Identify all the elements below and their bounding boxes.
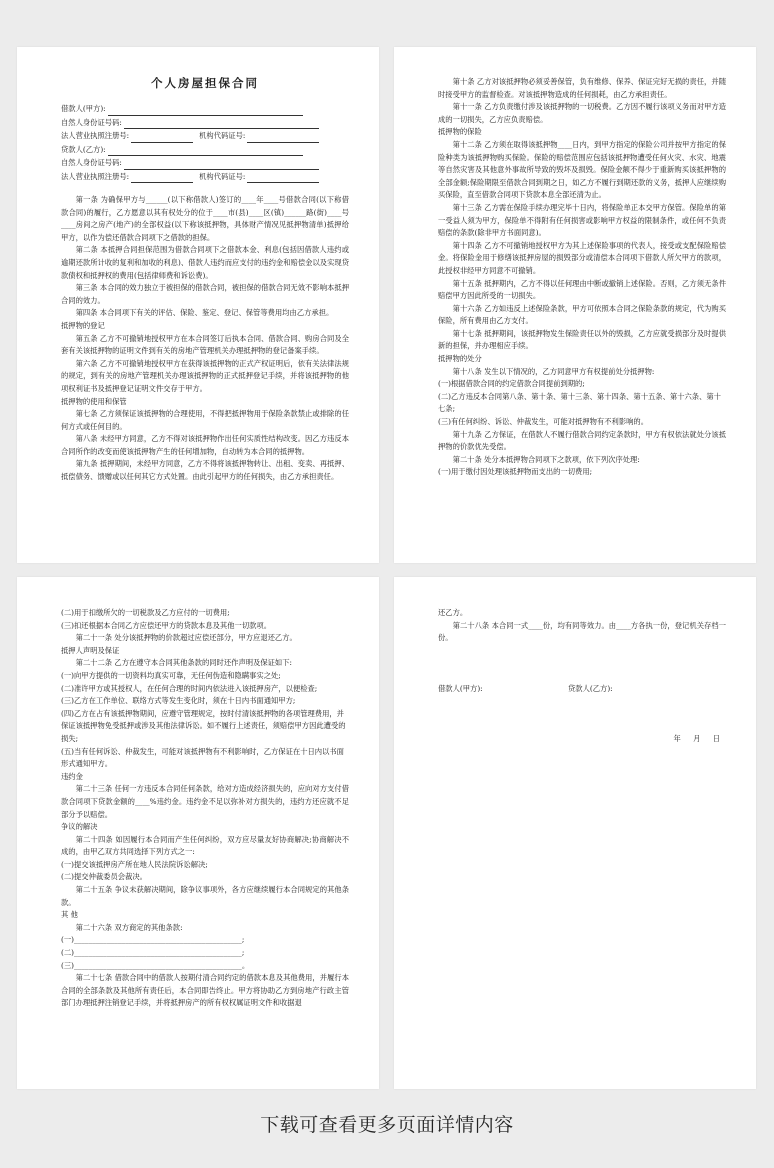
- clause-paragraph: 第十四条 乙方不可撤销地授权甲方为其上述保险事项的代表人，接受或支配保险赔偿金。将保险金用于修缮该抵押房屋的损毁部分或清偿本合同项下借款人所欠甲方的款项，此授权非经甲方同意不可撤销。: [438, 240, 726, 275]
- party-field-label: 贷款人(乙方):: [61, 144, 106, 154]
- fill-in-blank[interactable]: [131, 173, 193, 183]
- section-heading: 争议的解决: [61, 822, 98, 832]
- clause-paragraph: 第五条 乙方不可撤销地授权甲方在本合同签订后执本合同、借款合同、购房合同及全套有关该抵押物的证明文件到有关的房地产管理机关办理抵押物的登记备案手续。: [61, 333, 349, 356]
- clause-paragraph: (一)向甲方提供的一切资料均真实可靠，无任何伪造和隐瞒事实之处;: [61, 670, 281, 680]
- fill-in-blank[interactable]: [247, 173, 319, 183]
- party-field-row: [61, 130, 349, 144]
- clause-paragraph: 第十二条 乙方须在取得该抵押物____日内，到甲方指定的保险公司并按甲方指定的保险种类为该抵押物购买保险。保险的赔偿范围应包括该抵押物遭受任何火灾、水灾、地震等自然灾害及其他意外事故所导致的毁坏及损毁。保险金额不得少于重新购买该抵押物的全部金额;保险期限至借款合同到期之日，如乙方不履行到期还款的义务，抵押人应继续购买保险，直至借款合同项下贷款本息全部还清为止。: [438, 139, 726, 200]
- page-3-body: [61, 607, 349, 1010]
- clause-paragraph: 还乙方。: [438, 608, 468, 617]
- clause-paragraph: 第九条 抵押期间，未经甲方同意，乙方不得将该抵押物转让、出租、变卖、再抵押、抵偿债务、馈赠或以任何其它方式处置。由此引起甲方的任何损失，由乙方承担责任。: [61, 459, 349, 482]
- party-field-row: [61, 103, 349, 117]
- clause-paragraph: 第二十八条 本合同一式____份，均有同等效力。由____方各执一份，登记机关存档一份。: [438, 620, 726, 643]
- section-heading: 抵押物的保险: [438, 127, 482, 137]
- party-field-label: 法人营业执照注册号:: [61, 131, 130, 140]
- fill-in-blank[interactable]: [108, 106, 303, 116]
- signature-date: 年 月 日: [673, 734, 720, 744]
- fill-in-blank[interactable]: [131, 133, 193, 143]
- document-page-2: [394, 47, 756, 563]
- section-heading: 抵押物的使用和保管: [61, 396, 127, 406]
- clause-paragraph: 第二十四条 如因履行本合同而产生任何纠纷，双方应尽量友好协商解决;协商解决不成的，由甲乙双方共同选择下列方式之一:: [61, 834, 349, 857]
- party-field-label: 自然人身份证号码:: [61, 158, 122, 167]
- clause-paragraph: (二)准许甲方或其授权人，在任何合理的时间内依法进入该抵押房产，以便检查;: [61, 683, 318, 693]
- document-page-3: [17, 577, 379, 1089]
- clause-paragraph: 第一条 为确保甲方与______(以下称借款人)签订的____年____号借款合同(以下称借款合同)的履行，乙方愿意以其有权处分的位于____市(县)____区(镇)______路(街)____号____房间之房产(地产)的全部权益(以下称该抵押物，具体财产情况见抵押物清单)抵押给甲方，以作为偿还借款合同项下之借款的担保。: [61, 195, 349, 242]
- clause-paragraph: 第十七条 抵押期间，该抵押物发生保险责任以外的毁损，乙方应就受损部分及时提供新的担保，并办理相应手续。: [438, 328, 726, 351]
- signature-row: [438, 683, 726, 696]
- clause-paragraph: (一)提交该抵押房产所在地人民法院诉讼解决;: [61, 859, 208, 869]
- clause-paragraph: (四)乙方在占有该抵押物期间，应遵守管理规定，按时付清该抵押物的各项管理费用，并保证该抵押物免受抵押或涉及其他法律诉讼。如不履行上述责任，须赔偿甲方因此遭受的损失;: [61, 708, 346, 743]
- section-heading: 抵押物的处分: [438, 354, 482, 364]
- clause-paragraph: (二)提交仲裁委员会裁决。: [61, 872, 147, 882]
- clause-paragraph: 第十条 乙方对该抵押物必须妥善保管，负有维修、保养、保证完好无损的责任，并随时接受甲方的监督检查。对该抵押物造成的任何损耗，由乙方承担责任。: [438, 77, 726, 99]
- clause-paragraph: 第十八条 发生以下情况的，乙方同意甲方有权提前处分抵押物:: [452, 366, 655, 376]
- clause-paragraph: 第十五条 抵押期内，乙方不得以任何理由中断或撤销上述保险。否则，乙方须无条件赔偿甲方因此所受的一切损失。: [438, 278, 726, 301]
- clause-paragraph: (一)用于缴付因处理该抵押物而支出的一切费用;: [438, 467, 593, 477]
- clause-paragraph: 第二十条 处分本抵押物合同项下之款项，依下列次序处理:: [452, 454, 640, 464]
- clause-paragraph: 第十六条 乙方如违反上述保险条款，甲方可依照本合同之保险条款的规定，代为购买保险，所有费用由乙方支付。: [438, 303, 726, 326]
- clause-paragraph: 第二十二条 乙方在遵守本合同其他条款的同时还作声明及保证如下:: [75, 658, 292, 668]
- org-code-label: 机构代码证号:: [199, 131, 246, 140]
- clause-paragraph: (三)乙方在工作单位、联络方式等发生变化时，须在十日内书面通知甲方;: [61, 696, 296, 706]
- party-field-row: [61, 144, 349, 158]
- clause-paragraph: 第四条 本合同项下有关的评估、保险、鉴定、登记、保管等费用均由乙方承担。: [75, 308, 334, 318]
- party-field-row: [61, 157, 349, 171]
- clause-paragraph: 第三条 本合同的效力独立于被担保的借款合同，被担保的借款合同无效不影响本抵押合同的效力。: [61, 283, 349, 305]
- clause-paragraph: 第二十五条 争议未获解决期间，除争议事项外，各方应继续履行本合同规定的其他条款。: [61, 885, 349, 907]
- page-1-body: [61, 194, 349, 484]
- clause-paragraph: 第十一条 乙方负责缴付涉及该抵押物的一切税费。乙方因不履行该项义务而对甲方造成的一切损失，乙方应负责赔偿。: [438, 102, 726, 124]
- fill-in-blank[interactable]: [247, 133, 319, 143]
- document-page-4: [394, 577, 756, 1089]
- clause-paragraph: 第十三条 乙方需在保险手续办理完毕十日内，将保险单正本交甲方保管。保险单的第一受益人须为甲方，保险单不得附有任何损害或影响甲方权益的限制条件，或任何不负责赔偿的条款(除非甲方书面同意)。: [438, 202, 726, 238]
- clause-paragraph: (一)______________________________________________;: [61, 935, 245, 945]
- clause-paragraph: (一)根据借款合同的约定借款合同提前到期的;: [438, 379, 585, 389]
- party-field-row: [61, 117, 349, 131]
- fill-in-blank[interactable]: [124, 160, 319, 170]
- clause-paragraph: (三)扣还根据本合同乙方应偿还甲方的贷款本息及其他一切款项。: [61, 620, 272, 630]
- party-info-fields: [61, 103, 349, 184]
- org-code-label: 机构代码证号:: [199, 171, 246, 181]
- lender-signature-label: 贷款人(乙方):: [568, 683, 613, 693]
- contract-title: 个人房屋担保合同: [151, 76, 259, 90]
- clause-paragraph: 其 他: [61, 910, 78, 920]
- borrower-signature-label: 借款人(甲方):: [438, 683, 483, 693]
- party-field-label: 自然人身份证号码:: [61, 117, 122, 127]
- clause-paragraph: (二)乙方违反本合同第八条、第十条、第十三条、第十四条、第十五条、第十六条、第十七条;: [438, 391, 721, 414]
- page-2-body: [438, 76, 726, 479]
- section-heading: 抵押物的登记: [61, 320, 105, 330]
- fill-in-blank[interactable]: [124, 119, 319, 129]
- fill-in-blank[interactable]: [108, 146, 303, 156]
- clause-paragraph: 第七条 乙方须保证该抵押物的合理使用，不得把抵押物用于保险条款禁止或排除的任何方式或任何目的。: [61, 409, 349, 431]
- party-field-label: 借款人(甲方):: [61, 104, 106, 113]
- clause-paragraph: (三)有任何纠纷、诉讼、仲裁发生，可能对抵押物有不利影响的。: [438, 417, 649, 427]
- clause-paragraph: 第二条 本抵押合同担保范围为借款合同项下之借款本金、利息(包括因借款人违约或逾期还款所计收的复利和加收的利息)、借款人违约而应支付的违约金和赔偿金以及实现贷款债权和抵押权的费用(包括律师费和诉讼费)。: [61, 245, 349, 280]
- page-4-body: [438, 607, 726, 645]
- clause-paragraph: 第二十一条 处分该抵押物的价款超过应偿还部分，甲方应退还乙方。: [75, 633, 297, 643]
- clause-paragraph: 第十九条 乙方保证，在借款人不履行借款合同约定条款时，甲方有权依法就处分该抵押物的价款优先受偿。: [438, 429, 726, 452]
- party-field-label: 法人营业执照注册号:: [61, 171, 130, 181]
- clause-paragraph: 第六条 乙方不可撤销地授权甲方在获得该抵押物的正式产权证明后，依有关法律法规的规定，到有关的房地产管理机关办理该抵押物的正式抵押登记手续，并将该抵押物的他项权利证书及抵押登记证明文件交存于甲方。: [61, 358, 349, 393]
- document-page-1: [17, 47, 379, 563]
- clause-paragraph: 第二十七条 借款合同中的借款人按期付清合同约定的借款本息及其他费用，并履行本合同的全部条款及其他所有责任后，本合同即告终止。甲方将协助乙方到房地产行政主管部门办理抵押注销登记手续，并将抵押房产的所有权权属证明文件和收据退: [61, 973, 349, 1008]
- clause-paragraph: 第八条 未经甲方同意，乙方不得对该抵押物作出任何实质性结构改变。因乙方违反本合同所作的改变而使该抵押物产生的任何增加物，自动转为本合同的抵押物。: [61, 434, 349, 456]
- clause-paragraph: (二)______________________________________________;: [61, 948, 245, 958]
- clause-paragraph: (二)用于扣缴所欠的一切税款及乙方应付的一切费用;: [61, 608, 230, 617]
- section-heading: 违约金: [61, 771, 83, 781]
- clause-paragraph: (三)______________________________________________。: [61, 960, 250, 970]
- party-field-row: [61, 171, 349, 185]
- download-more-banner[interactable]: 下载可查看更多页面详情内容: [260, 1114, 514, 1136]
- section-heading: 抵押人声明及保证: [61, 645, 120, 655]
- clause-paragraph: 第二十三条 任何一方违反本合同任何条款，给对方造成经济损失的，应向对方支付借款合同项下贷款金额的____%违约金。违约金不足以弥补对方损失的，违约方还应就不足部分予以赔偿。: [61, 784, 349, 819]
- clause-paragraph: 第二十六条 双方商定的其他条款:: [75, 922, 183, 932]
- clause-paragraph: (五)当有任何诉讼、仲裁发生，可能对该抵押物有不利影响时，乙方保证在十日内以书面形式通知甲方。: [61, 746, 344, 769]
